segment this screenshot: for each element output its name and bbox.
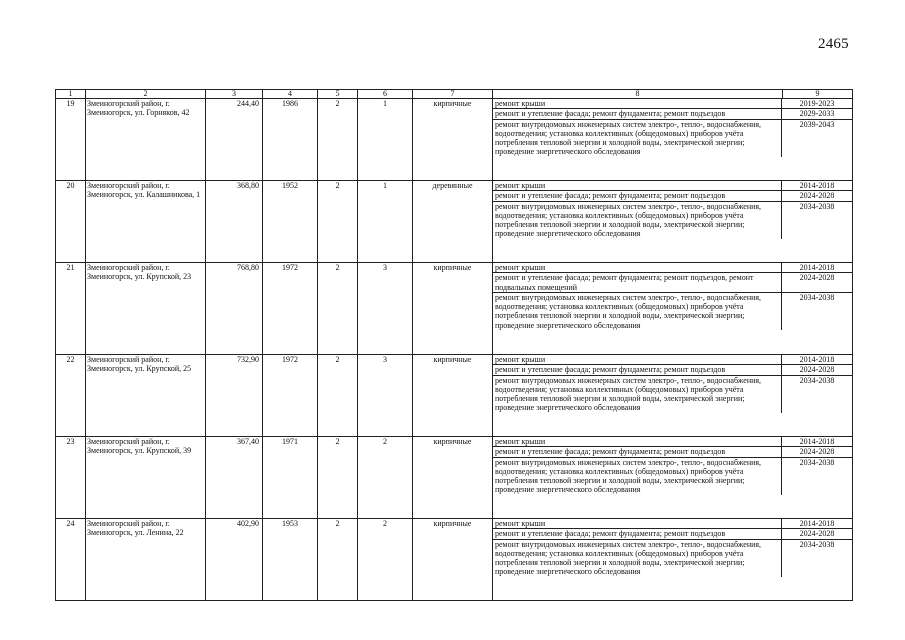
work-period: 2034-2038	[799, 375, 835, 385]
year-cell: 1952	[263, 181, 318, 263]
material-cell: кирпичные	[413, 263, 493, 355]
area-cell: 244,40	[206, 99, 263, 181]
year-cell: 1972	[263, 355, 318, 437]
floors-cell: 2	[318, 437, 358, 519]
table-row	[56, 519, 853, 601]
work-item	[493, 437, 852, 447]
address-cell: Змеиногорский район, г. Змеиногорск, ул. Ленина, 22	[86, 519, 206, 601]
work-item	[493, 376, 852, 413]
work-item	[493, 109, 852, 119]
material-cell: кирпичные	[413, 519, 493, 601]
works-cell	[493, 437, 853, 519]
works-cell	[493, 519, 853, 601]
work-description: ремонт внутридомовых инженерных систем электро-, тепло-, водоснабжения, водоотведения; установка коллективных (общедомовых) приборов учёта потребления тепловой энергии и холодной воды, электрической энергии; проведение энергетического обследования	[493, 540, 782, 577]
work-description: ремонт и утепление фасада; ремонт фундамента; ремонт подъездов	[493, 529, 782, 538]
entrances-cell: 3	[358, 263, 413, 355]
work-period: 2014-2018	[799, 437, 835, 446]
address-cell: Змеиногорский район, г. Змеиногорск, ул. Крупской, 25	[86, 355, 206, 437]
work-item	[493, 202, 852, 239]
entrances-cell: 3	[358, 355, 413, 437]
address-cell: Змеиногорский район, г. Змеиногорск, ул. Крупской, 39	[86, 437, 206, 519]
work-item	[493, 273, 852, 293]
work-description: ремонт крыши	[493, 437, 782, 446]
work-item	[493, 191, 852, 201]
column-header: 6	[358, 90, 413, 99]
floors-cell: 2	[318, 519, 358, 601]
table-row	[56, 181, 853, 263]
work-period: 2024-2028	[799, 529, 835, 539]
work-description: ремонт и утепление фасада; ремонт фундамента; ремонт подъездов	[493, 109, 782, 118]
work-period: 2014-2018	[799, 519, 835, 528]
row-number: 23	[56, 437, 86, 519]
work-description: ремонт внутридомовых инженерных систем электро-, тепло-, водоснабжения, водоотведения; установка коллективных (общедомовых) приборов учёта потребления тепловой энергии и холодной воды, электрической энергии; проведение энергетического обследования	[493, 458, 782, 495]
work-item	[493, 181, 852, 191]
work-description: ремонт внутридомовых инженерных систем электро-, тепло-, водоснабжения, водоотведения; установка коллективных (общедомовых) приборов учёта потребления тепловой энергии и холодной воды, электрической энергии; проведение энергетического обследования	[493, 293, 782, 330]
entrances-cell: 1	[358, 181, 413, 263]
row-number: 24	[56, 519, 86, 601]
works-cell	[493, 181, 853, 263]
page-number: 2465	[818, 36, 849, 52]
work-period: 2039-2043	[799, 119, 835, 129]
work-item	[493, 99, 852, 109]
work-item	[493, 355, 852, 365]
column-header: 7	[413, 90, 493, 99]
work-period: 2014-2018	[799, 263, 835, 272]
year-cell: 1972	[263, 263, 318, 355]
column-header: 3	[206, 90, 263, 99]
work-description: ремонт и утепление фасада; ремонт фундамента; ремонт подъездов	[493, 365, 782, 374]
table-row	[56, 263, 853, 355]
work-period: 2024-2028	[799, 273, 835, 283]
table-row	[56, 437, 853, 519]
column-header: 4	[263, 90, 318, 99]
address-cell: Змеиногорский район, г. Змеиногорск, ул. Крупской, 23	[86, 263, 206, 355]
work-period: 2034-2038	[799, 201, 835, 211]
work-item	[493, 263, 852, 273]
work-description: ремонт крыши	[493, 355, 782, 364]
work-period: 2024-2028	[799, 447, 835, 457]
area-cell: 732,90	[206, 355, 263, 437]
header-row	[56, 90, 853, 99]
material-cell: кирпичные	[413, 99, 493, 181]
row-number: 20	[56, 181, 86, 263]
floors-cell: 2	[318, 181, 358, 263]
table-body	[56, 90, 853, 601]
work-period: 2034-2038	[799, 539, 835, 549]
work-description: ремонт и утепление фасада; ремонт фундамента; ремонт подъездов	[493, 191, 782, 200]
year-cell: 1971	[263, 437, 318, 519]
works-cell	[493, 263, 853, 355]
floors-cell: 2	[318, 355, 358, 437]
work-description: ремонт и утепление фасада; ремонт фундамента; ремонт подъездов, ремонт подвальных помещений	[493, 273, 782, 292]
work-period: 2029-2033	[799, 109, 835, 119]
floors-cell: 2	[318, 263, 358, 355]
work-period: 2024-2028	[799, 191, 835, 201]
work-description: ремонт внутридомовых инженерных систем электро-, тепло-, водоснабжения, водоотведения; установка коллективных (общедомовых) приборов учёта потребления тепловой энергии и холодной воды, электрической энергии; проведение энергетического обследования	[493, 120, 782, 157]
area-cell: 402,90	[206, 519, 263, 601]
row-number: 22	[56, 355, 86, 437]
table-row	[56, 99, 853, 181]
works-cell	[493, 355, 853, 437]
material-cell: кирпичные	[413, 355, 493, 437]
year-cell: 1986	[263, 99, 318, 181]
works-cell	[493, 99, 853, 181]
work-description: ремонт крыши	[493, 519, 782, 528]
row-number: 21	[56, 263, 86, 355]
work-item	[493, 519, 852, 529]
table-row	[56, 355, 853, 437]
housing-repair-table	[55, 89, 853, 601]
work-description: ремонт и утепление фасада; ремонт фундамента; ремонт подъездов	[493, 447, 782, 456]
work-item	[493, 365, 852, 375]
entrances-cell: 1	[358, 99, 413, 181]
area-cell: 367,40	[206, 437, 263, 519]
column-header: 5	[318, 90, 358, 99]
work-description: ремонт внутридомовых инженерных систем электро-, тепло-, водоснабжения, водоотведения; установка коллективных (общедомовых) приборов учёта потребления тепловой энергии и холодной воды, электрической энергии; проведение энергетического обследования	[493, 376, 782, 413]
work-period: 2034-2038	[799, 292, 835, 302]
work-period: 2019-2023	[799, 99, 835, 108]
address-cell: Змеиногорский район, г. Змеиногорск, ул. Калашникова, 1	[86, 181, 206, 263]
year-cell: 1953	[263, 519, 318, 601]
work-period: 2014-2018	[799, 181, 835, 190]
work-period: 2024-2028	[799, 365, 835, 375]
work-description: ремонт крыши	[493, 263, 782, 272]
material-cell: деревянные	[413, 181, 493, 263]
column-header: 1	[56, 90, 86, 99]
work-item	[493, 447, 852, 457]
work-period: 2034-2038	[799, 457, 835, 467]
area-cell: 768,80	[206, 263, 263, 355]
column-header: 9	[783, 90, 853, 99]
work-item	[493, 529, 852, 539]
column-header: 8	[493, 90, 783, 99]
row-number: 19	[56, 99, 86, 181]
work-description: ремонт крыши	[493, 99, 782, 108]
address-cell: Змеиногорский район, г. Змеиногорск, ул. Горняков, 42	[86, 99, 206, 181]
entrances-cell: 2	[358, 437, 413, 519]
entrances-cell: 2	[358, 519, 413, 601]
work-item	[493, 120, 852, 157]
work-description: ремонт внутридомовых инженерных систем электро-, тепло-, водоснабжения, водоотведения; установка коллективных (общедомовых) приборов учёта потребления тепловой энергии и холодной воды, электрической энергии; проведение энергетического обследования	[493, 202, 782, 239]
work-description: ремонт крыши	[493, 181, 782, 190]
work-period: 2014-2018	[799, 355, 835, 364]
column-header: 2	[86, 90, 206, 99]
floors-cell: 2	[318, 99, 358, 181]
work-item	[493, 293, 852, 330]
work-item	[493, 540, 852, 577]
area-cell: 368,80	[206, 181, 263, 263]
material-cell: кирпичные	[413, 437, 493, 519]
work-item	[493, 458, 852, 495]
